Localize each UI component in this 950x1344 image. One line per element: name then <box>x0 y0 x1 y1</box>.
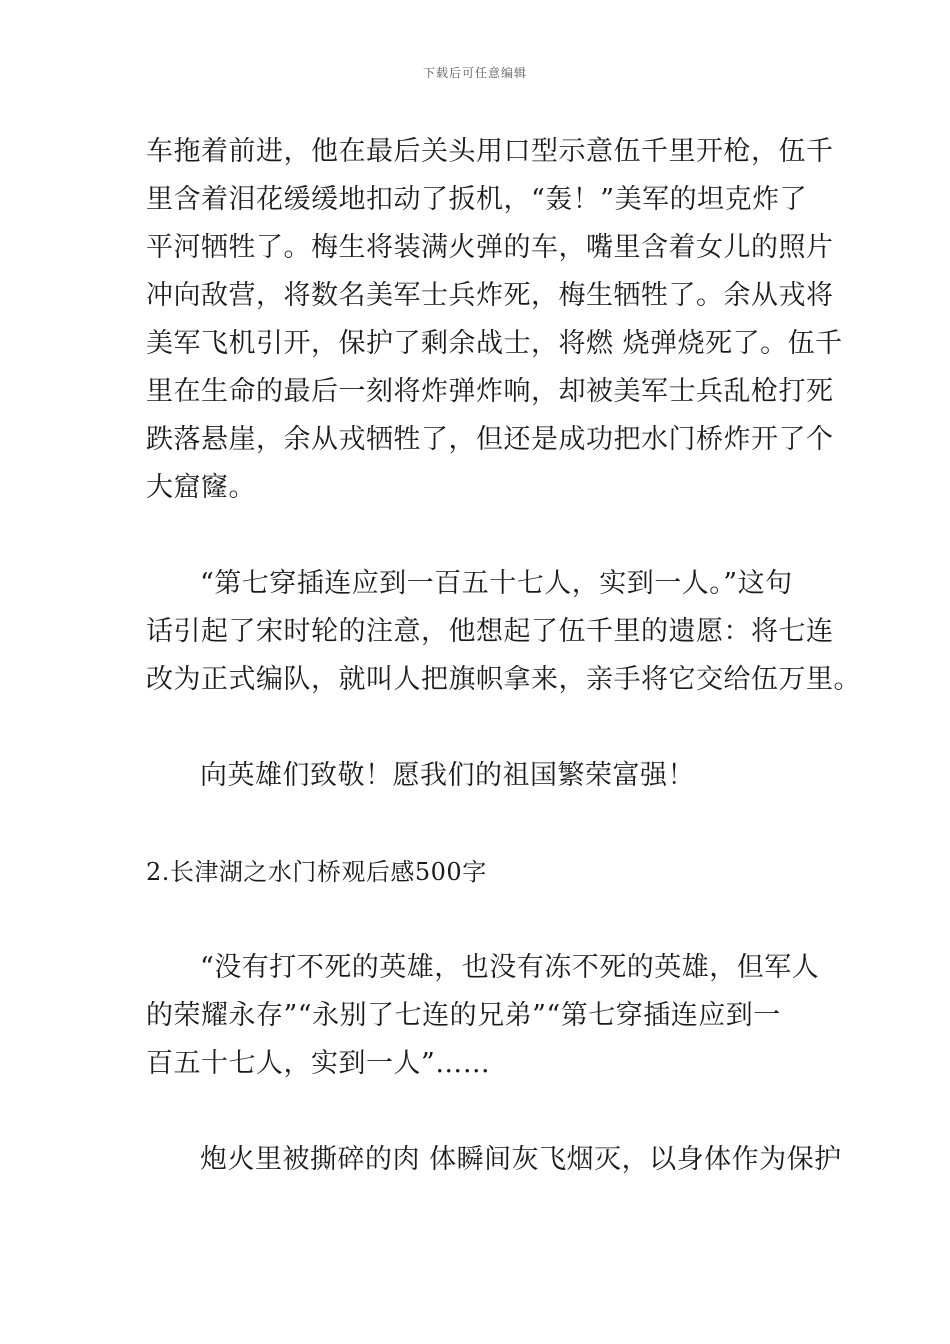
text-line: “第七穿插连应到一百五十七人，实到一人。”这句 <box>200 568 793 599</box>
section-heading <box>146 848 808 896</box>
text-line: 向英雄们致敬！愿我们的祖国繁荣富强！ <box>200 760 695 791</box>
paragraph-2 <box>146 560 861 704</box>
text-line: 的荣耀永存”“永别了七连的兄弟”“第七穿插连应到一 <box>146 1000 781 1031</box>
paragraph-gap <box>146 512 808 560</box>
paragraph-1 <box>146 128 843 512</box>
text-line: 里在生命的最后一刻将炸弹炸响，却被美军士兵乱枪打死 <box>146 376 834 407</box>
text-line: 改为正式编队，就叫人把旗帜拿来，亲手将它交给伍万里。 <box>146 664 861 695</box>
paragraph-gap <box>146 896 808 944</box>
text-line: 里含着泪花缓缓地扣动了扳机，“轰！”美军的坦克炸了 <box>146 184 808 215</box>
paragraph-gap <box>146 704 808 752</box>
section-title: 2.长津湖之水门桥观后感500字 <box>146 858 487 886</box>
header-note: 下载后可任意编辑 <box>422 66 527 80</box>
text-line: 大窟窿。 <box>146 472 256 503</box>
text-line: 炮火里被撕碎的肉 体瞬间灰飞烟灭，以身体作为保护 <box>200 1144 842 1175</box>
text-line: 车拖着前进，他在最后关头用口型示意伍千里开枪，伍千 <box>146 136 834 167</box>
text-line: “没有打不死的英雄，也没有冻不死的英雄，但军人 <box>200 952 820 983</box>
paragraph-3 <box>146 752 808 800</box>
paragraph-4 <box>146 944 820 1088</box>
document-body <box>146 128 861 1184</box>
text-line: 平河牺牲了。梅生将装满火弹的车，嘴里含着女儿的照片 <box>146 232 834 263</box>
text-line: 冲向敌营，将数名美军士兵炸死，梅生牺牲了。余从戎将 <box>146 280 834 311</box>
text-line: 百五十七人，实到一人”…… <box>146 1048 491 1079</box>
paragraph-5 <box>146 1136 842 1184</box>
paragraph-gap <box>146 1088 808 1136</box>
text-line: 跌落悬崖，余从戎牺牲了，但还是成功把水门桥炸开了个 <box>146 424 834 455</box>
text-line: 话引起了宋时轮的注意，他想起了伍千里的遗愿：将七连 <box>146 616 834 647</box>
text-line: 美军飞机引开，保护了剩余战士，将燃 烧弹烧死了。伍千 <box>146 328 843 359</box>
paragraph-gap <box>146 800 808 848</box>
